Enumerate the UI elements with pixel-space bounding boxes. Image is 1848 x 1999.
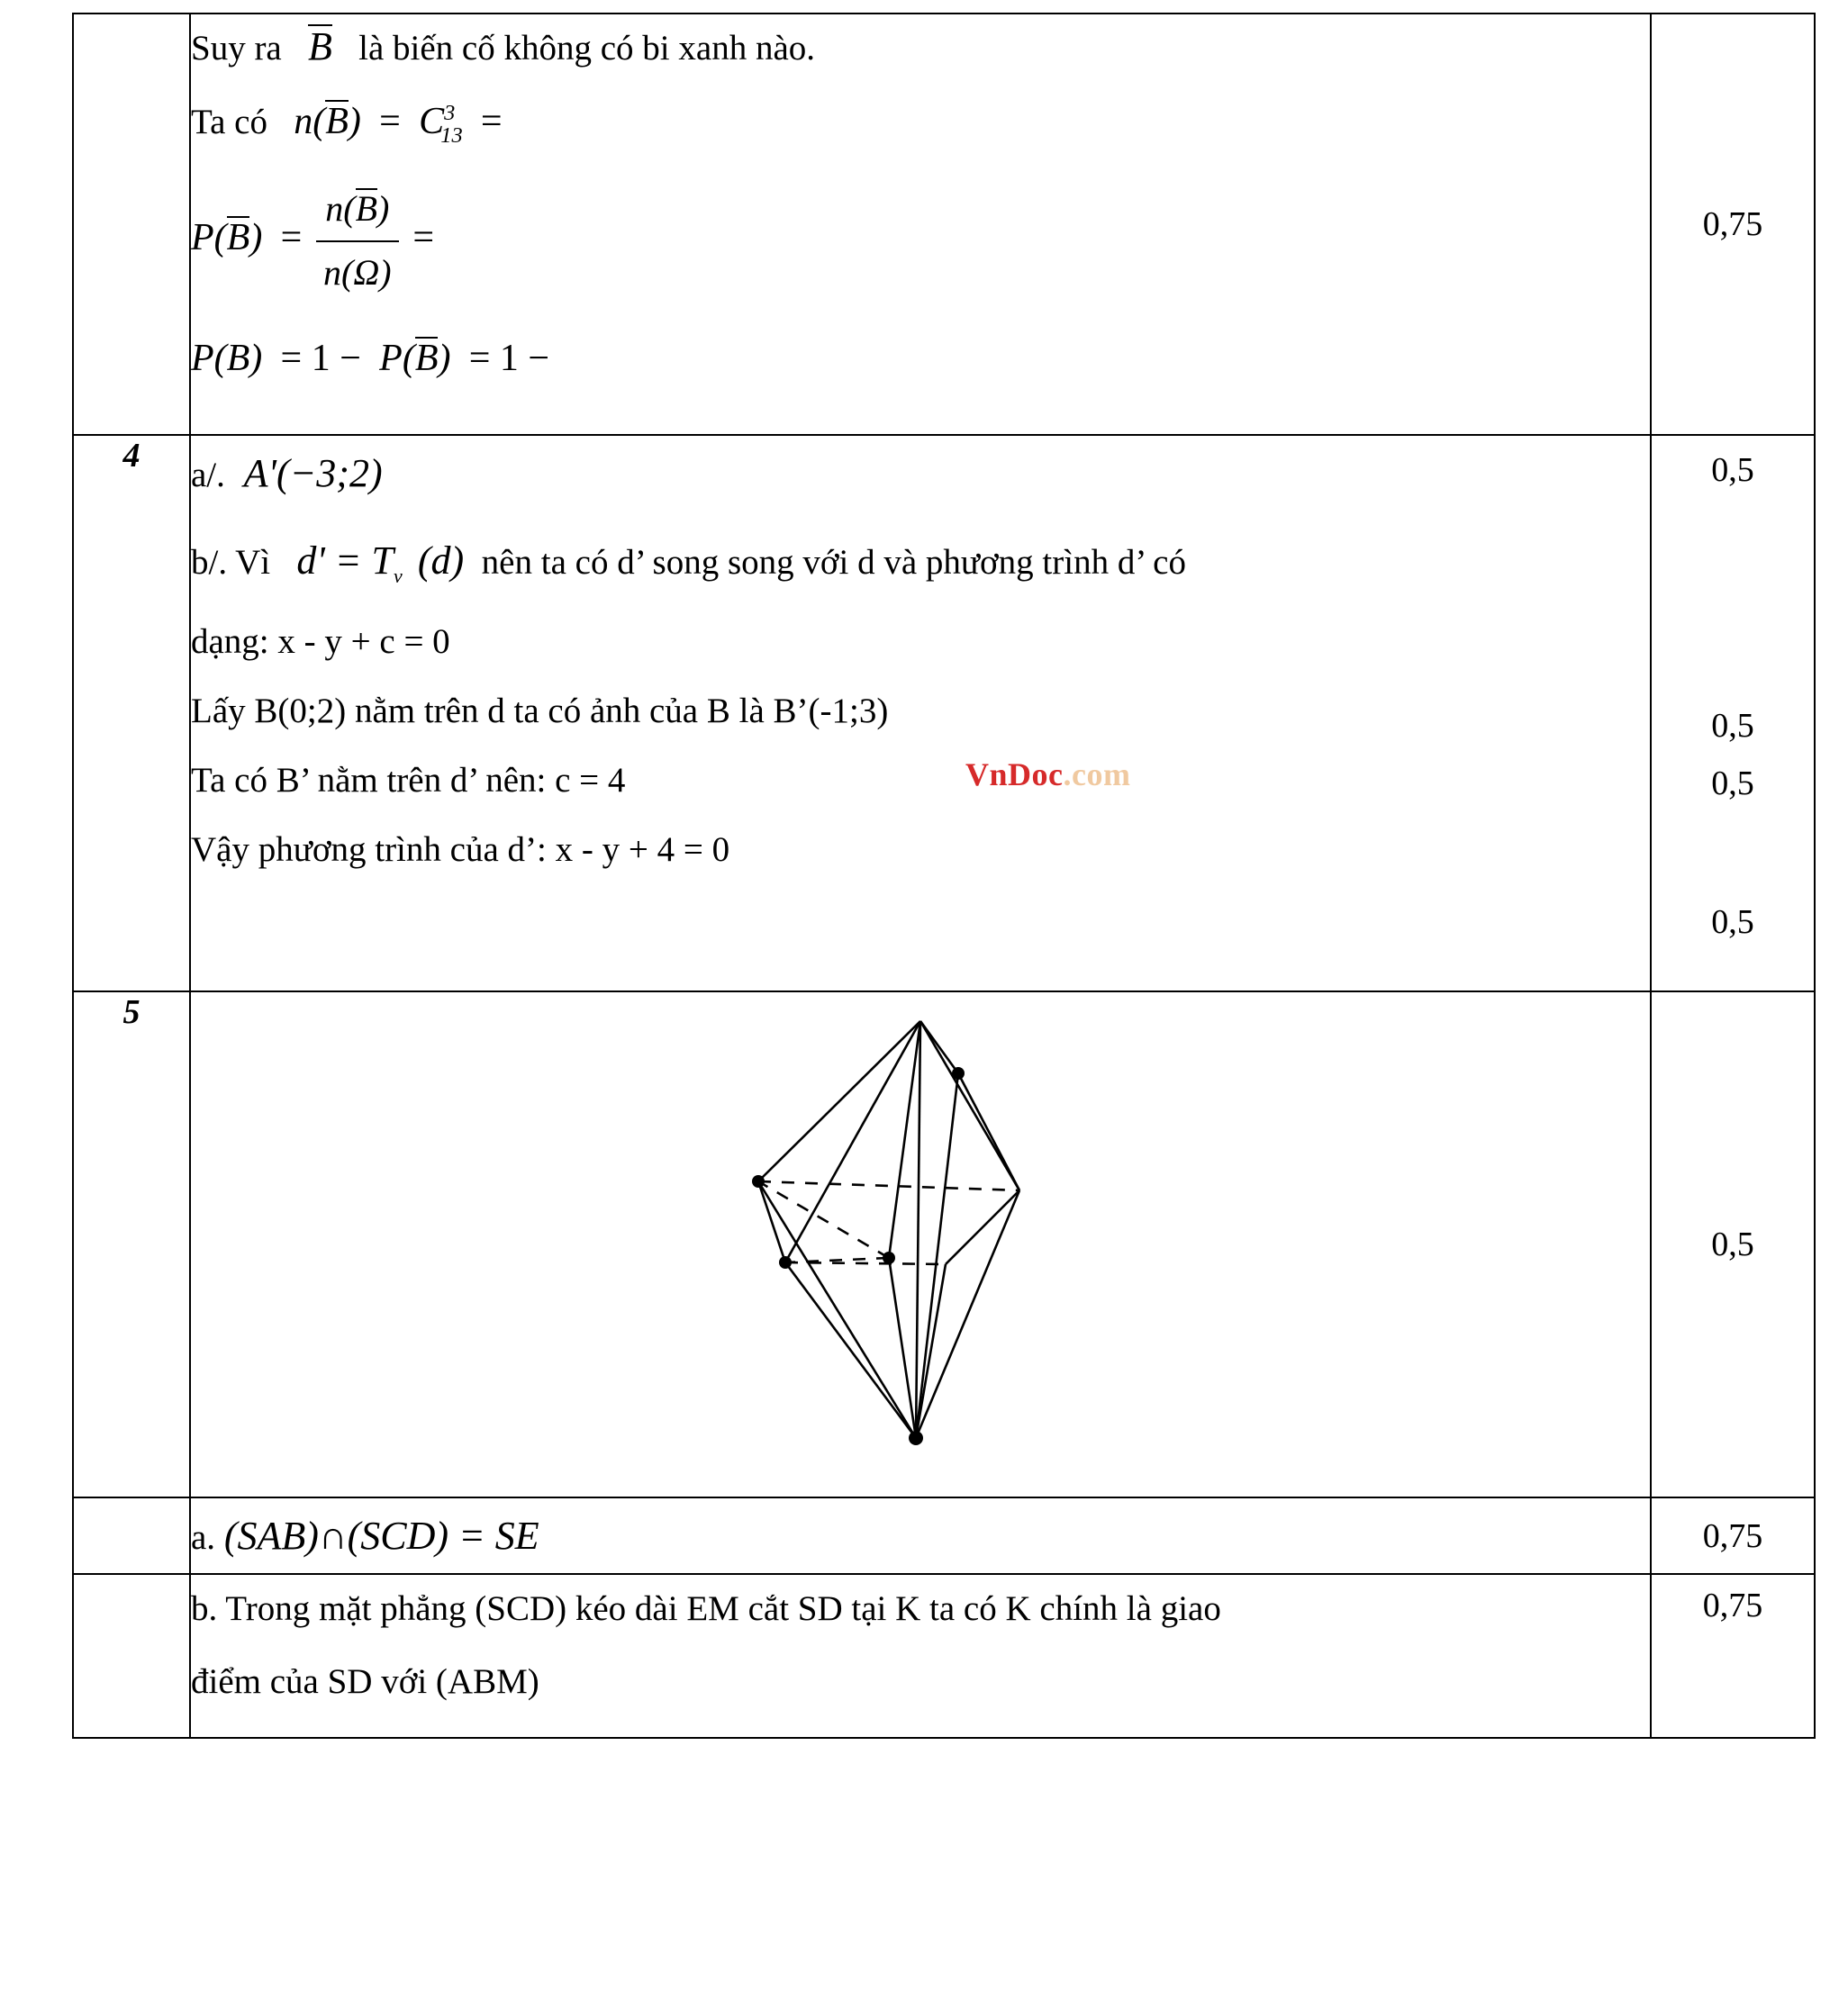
row-body-cell [190, 14, 1651, 435]
row-number: 5 [122, 993, 140, 1031]
grading-table [72, 13, 1816, 1739]
solution-line [191, 1653, 1650, 1710]
score-value: 0,75 [1702, 1516, 1763, 1555]
solution-line: Ta có $n(B) = C^3_{13}$ = [191, 101, 503, 148]
text-fragment: Lấy B(0;2) nằm trên d ta có ảnh của B là B’(-1;3) [191, 691, 889, 730]
solution-line: a/. A'(−3;2) [191, 451, 383, 495]
solution-line [191, 613, 1650, 670]
score-stack [1652, 450, 1814, 990]
score-value: 0,5 [1711, 707, 1754, 745]
watermark-text: VnDoc [965, 755, 1064, 792]
text-fragment: Ta có [191, 103, 267, 142]
score-value: 0,5 [1711, 903, 1754, 941]
solution-line: a. (SAB)∩(SCD) = SE [191, 1514, 539, 1558]
pyramid-diagram-icon [731, 1010, 1110, 1479]
table-row [73, 1497, 1815, 1574]
text-fragment: a/. [191, 456, 225, 494]
score-value: 0,5 [1711, 451, 1754, 489]
score-cell [1651, 14, 1815, 435]
table-row [73, 435, 1815, 991]
watermark [965, 748, 1130, 801]
text-fragment: là biến cố không có bi xanh nào. [358, 29, 816, 68]
table-row [73, 991, 1815, 1497]
text-fragment: dạng: x - y + c = 0 [191, 621, 450, 661]
text-fragment: Suy ra [191, 29, 282, 68]
row-number: 4 [122, 437, 140, 475]
text-fragment: điểm của SD với (ABM) [191, 1662, 539, 1702]
text-fragment: Vậy phương trình của d’: x - y + 4 = 0 [191, 830, 730, 870]
solution-line: P(B) = $\frac{n(B)}{n(\Omega)}$ = [191, 180, 1650, 303]
score-cell [1651, 1497, 1815, 1574]
figure-container [191, 992, 1650, 1497]
row-number-cell [73, 1497, 190, 1574]
score-value: 0,75 [1702, 205, 1763, 243]
score-value: 0,5 [1711, 764, 1754, 802]
text-fragment: nên ta có d’ song song với d và phương trình d’ có [481, 543, 1186, 583]
table-row [73, 1574, 1815, 1738]
score-value: 0,5 [1711, 1226, 1754, 1263]
score-value: 0,75 [1702, 1587, 1763, 1625]
score-cell [1651, 435, 1815, 991]
row-body-cell [190, 1574, 1651, 1738]
row-number-cell [73, 991, 190, 1497]
row-body-cell [190, 1497, 1651, 1574]
text-fragment: b/. Vì [191, 543, 271, 583]
text-fragment: Ta có B’ nằm trên d’ nên: c = 4 [191, 760, 626, 800]
row-body-cell [190, 991, 1651, 1497]
solution-line [191, 683, 1650, 739]
solution-line: b/. Vì $d' = T_{v⃗}(d)$ nên ta có d’ song song với d và phương trình d’ có [191, 538, 1186, 588]
solution-line [191, 1575, 1650, 1637]
solution-line: Suy ra B là biến cố không có bi xanh nào. [191, 24, 816, 68]
row-number-cell [73, 435, 190, 991]
watermark-suffix: .com [1063, 755, 1131, 792]
score-cell [1651, 1574, 1815, 1738]
solution-line [191, 752, 1650, 809]
table-row [73, 14, 1815, 435]
text-fragment: a. [191, 1518, 216, 1557]
solution-line [191, 821, 1650, 878]
row-body-cell [190, 435, 1651, 991]
solution-line: P(B) = 1 − P(B) = 1 − [191, 337, 550, 379]
row-number-cell [73, 14, 190, 435]
text-fragment: b. Trong mặt phẳng (SCD) kéo dài EM cắt SD tại K ta có K chính là giao [191, 1589, 1221, 1629]
score-cell [1651, 991, 1815, 1497]
row-number-cell [73, 1574, 190, 1738]
